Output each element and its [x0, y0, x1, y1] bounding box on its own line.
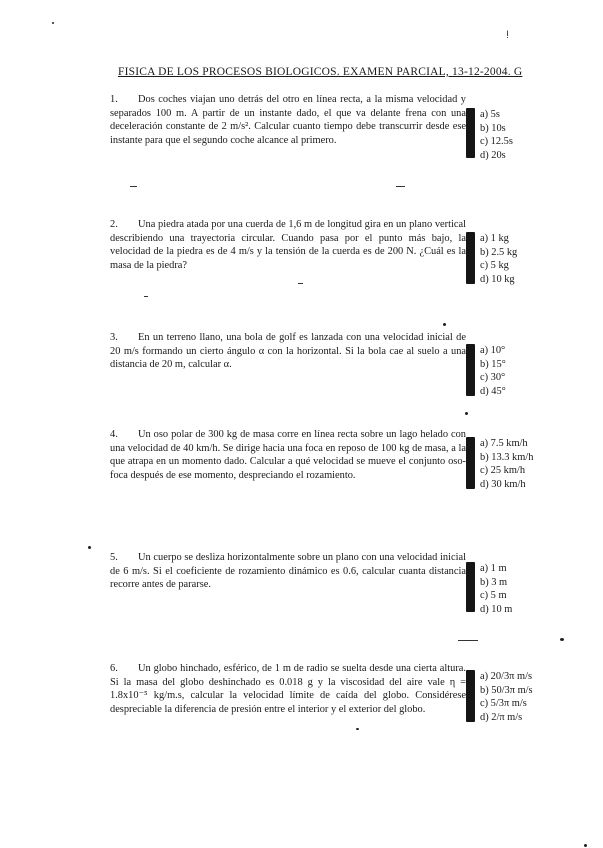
scan-mark — [130, 186, 137, 187]
option-a: a) 20/3π m/s — [480, 671, 532, 682]
question-1 — [110, 93, 466, 147]
option-a: a) 7.5 km/h — [480, 438, 528, 449]
scan-speck — [88, 546, 91, 549]
option-c: c) 5 kg — [480, 260, 509, 271]
question-number: 3. — [110, 332, 118, 343]
scan-mark — [298, 283, 303, 284]
scan-mark — [396, 186, 405, 187]
scan-speck — [443, 323, 446, 326]
question-text: Una piedra atada por una cuerda de 1,6 m de longitud gira en un plano vertical describiendo una trayectoria circular. Cuando pasa por el punto más bajo, la velocidad de la piedra es de 4 m/s y la tensión de la cuerda es de 200 N. ¿Cuál es la masa de la piedra? — [110, 219, 466, 271]
answer-options-5 — [466, 562, 586, 616]
option-a: a) 10° — [480, 345, 506, 356]
option-d: d) 2/π m/s — [480, 711, 523, 723]
question-text: Un oso polar de 300 kg de masa corre en línea recta sobre un lago helado con una velocidad de 40 km/h. Se dirige hacia una foca en reposo de 100 kg de masa, a la que atrapa en un momento dado. Calcular a qué velocidad se mueve el conjunto oso-foca después de ese momento, despreciando el rozamiento. — [110, 429, 466, 481]
option-b: b) 10s — [480, 122, 506, 134]
option-b: b) 15° — [480, 358, 506, 370]
option-c: c) 30° — [480, 372, 506, 383]
option-d: d) 20s — [480, 149, 506, 161]
question-5 — [110, 551, 466, 592]
option-c: c) 5 m — [480, 590, 507, 601]
option-d: d) 10 m — [480, 603, 513, 615]
option-d: d) 30 km/h — [480, 478, 526, 490]
scan-speck — [584, 844, 587, 847]
option-a: a) 1 kg — [480, 233, 509, 244]
question-text: Un cuerpo se desliza horizontalmente sobre un plano con una velocidad inicial de 6 m/s. Si el coeficiente de rozamiento dinámico es 0.6, calcular cuanta distancia recorre antes de pararse. — [110, 552, 466, 591]
question-text: Dos coches viajan uno detrás del otro en línea recta, a la misma velocidad y separados 100 m. A partir de un instante dado, el que va delante frena con una deceleración constante de 2 m/s². Calcular cuanto tiempo debe transcurrir desde ese instante para que el segundo coche alcance al primero. — [110, 94, 466, 146]
question-4 — [110, 428, 466, 482]
option-a: a) 5s — [480, 109, 500, 120]
question-number: 5. — [110, 552, 118, 563]
scan-speck — [52, 22, 54, 24]
question-2 — [110, 218, 466, 272]
question-number: 4. — [110, 429, 118, 440]
answer-options-3 — [466, 344, 586, 398]
option-c: c) 12.5s — [480, 136, 513, 147]
scan-mark — [144, 296, 148, 297]
option-b: b) 3 m — [480, 576, 508, 588]
answer-options-6 — [466, 670, 586, 724]
answer-mark-bar — [466, 437, 475, 489]
answer-mark-bar — [466, 562, 475, 612]
question-6 — [110, 662, 466, 716]
scan-speck — [560, 638, 564, 641]
question-number: 6. — [110, 663, 118, 674]
answer-mark-bar — [466, 232, 475, 284]
answer-options-4 — [466, 437, 586, 491]
option-c: c) 5/3π m/s — [480, 698, 527, 709]
question-number: 2. — [110, 219, 118, 230]
answer-mark-bar — [466, 108, 475, 158]
option-c: c) 25 km/h — [480, 465, 526, 476]
answer-options-2 — [466, 232, 586, 286]
scan-mark — [458, 640, 478, 641]
question-text: En un terreno llano, una bola de golf es lanzada con una velocidad inicial de 20 m/s formando un cierto ángulo α con la horizontal. Si la bola cae al suelo a una distancia de 20 m, calcular α. — [110, 332, 466, 371]
corner-mark: ⵑ — [506, 30, 509, 41]
option-a: a) 1 m — [480, 563, 507, 574]
question-number: 1. — [110, 94, 118, 105]
option-d: d) 10 kg — [480, 273, 515, 285]
option-d: d) 45° — [480, 385, 506, 397]
scan-speck — [356, 728, 359, 730]
option-b: b) 50/3π m/s — [480, 684, 533, 696]
option-b: b) 2.5 kg — [480, 246, 518, 258]
answer-mark-bar — [466, 670, 475, 722]
exam-title: FISICA DE LOS PROCESOS BIOLOGICOS. EXAMEN PARCIAL, 13-12-2004. G — [118, 66, 523, 78]
scan-speck — [465, 412, 468, 415]
answer-mark-bar — [466, 344, 475, 396]
question-3 — [110, 331, 466, 372]
question-text: Un globo hinchado, esférico, de 1 m de radio se suelta desde una cierta altura. Si la masa del globo deshinchado es 0.018 g y la viscosidad del aire vale η = 1.8x10⁻⁵ kg/m.s, calcular la velocidad límite de caída del globo. Considérese despreciable la diferencia de presión entre el interior y el exterior del globo. — [110, 663, 466, 715]
answer-options-1 — [466, 108, 586, 162]
option-b: b) 13.3 km/h — [480, 451, 534, 463]
